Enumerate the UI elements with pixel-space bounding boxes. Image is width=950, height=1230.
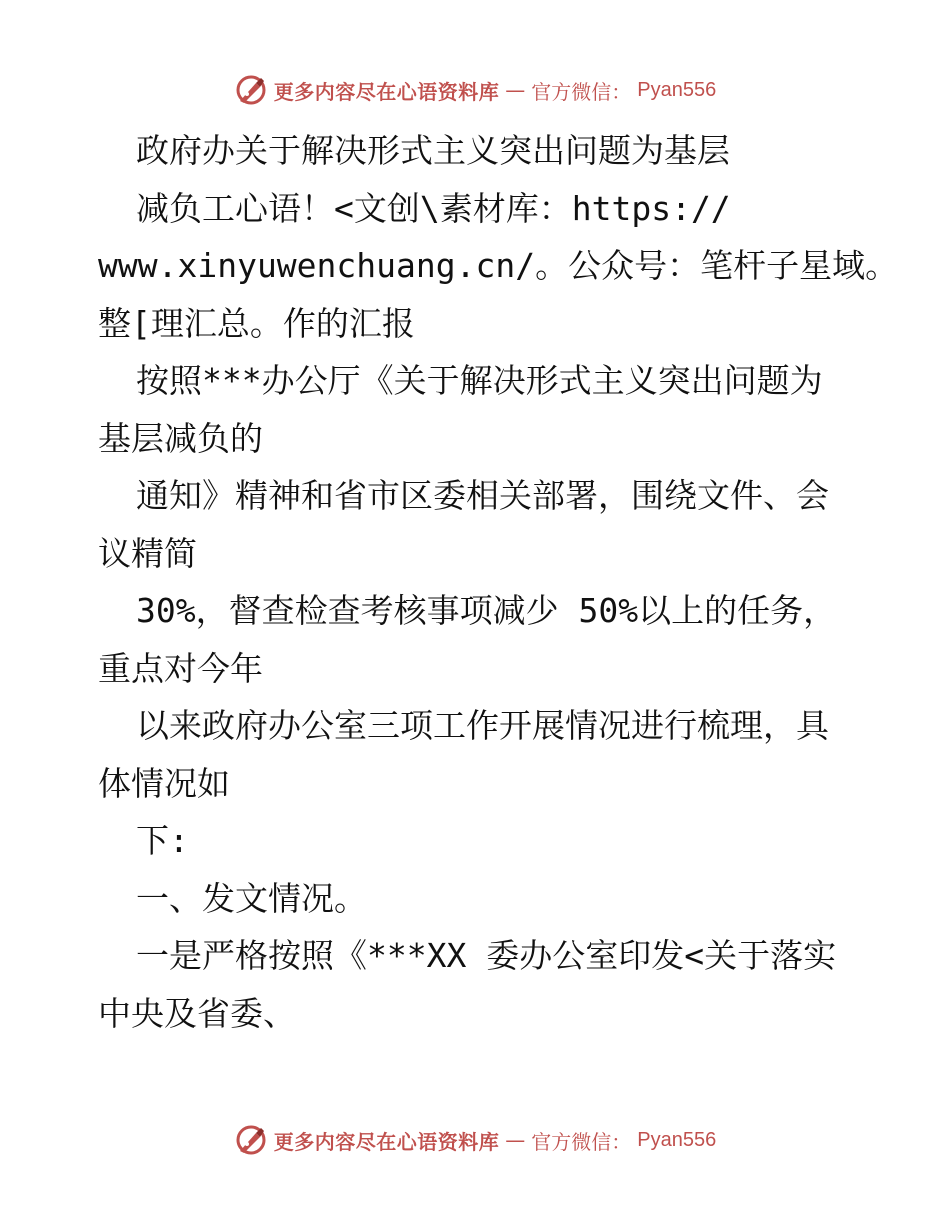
pen-logo-icon	[234, 1123, 268, 1157]
text-line: 体情况如	[98, 763, 230, 803]
text-line: 政府办关于解决形式主义突出问题为基层	[136, 131, 730, 170]
text-line: 中央及省委、	[98, 993, 296, 1033]
header-banner	[0, 70, 950, 110]
document-body	[98, 122, 899, 1042]
footer-banner-title: 更多内容尽在心语资料库	[273, 1129, 500, 1154]
text-line: www.xinyuwenchuang.cn/。公众号：笔杆子星域。	[98, 246, 899, 285]
header-banner-wechat-id: Pyan556	[637, 78, 717, 101]
text-line: 按照***办公厅《关于解决形式主义突出问题为	[136, 361, 823, 400]
text-line: 下:	[136, 821, 189, 860]
footer-banner-wechat-id: Pyan556	[637, 1128, 717, 1151]
text-line: 一、发文情况。	[136, 878, 367, 918]
text-line: 议精简	[98, 533, 197, 573]
text-line: 减负工心语！<文创\素材库：https://	[136, 188, 731, 228]
footer-banner	[0, 1120, 950, 1160]
text-line: 以来政府办公室三项工作开展情况进行梳理，具	[136, 706, 829, 745]
header-banner-dash: —	[505, 78, 526, 102]
text-line: 一是严格按照《***XX 委办公室印发<关于落实	[136, 936, 837, 975]
text-line: 30%，督查检查考核事项减少 50%以上的任务，	[136, 591, 837, 630]
footer-banner-content	[234, 1123, 716, 1157]
header-banner-content	[234, 73, 716, 107]
text-line: 基层减负的	[98, 418, 263, 458]
text-line: 通知》精神和省市区委相关部署，围绕文件、会	[136, 476, 829, 515]
pen-logo-icon	[234, 73, 268, 107]
text-line: 整[理汇总。作的汇报	[98, 303, 415, 343]
footer-banner-dash: —	[505, 1128, 526, 1152]
header-banner-wechat-label: 官方微信：	[531, 79, 632, 104]
footer-banner-wechat-label: 官方微信：	[531, 1129, 632, 1154]
header-banner-title: 更多内容尽在心语资料库	[273, 79, 500, 104]
text-line: 重点对今年	[98, 648, 263, 688]
